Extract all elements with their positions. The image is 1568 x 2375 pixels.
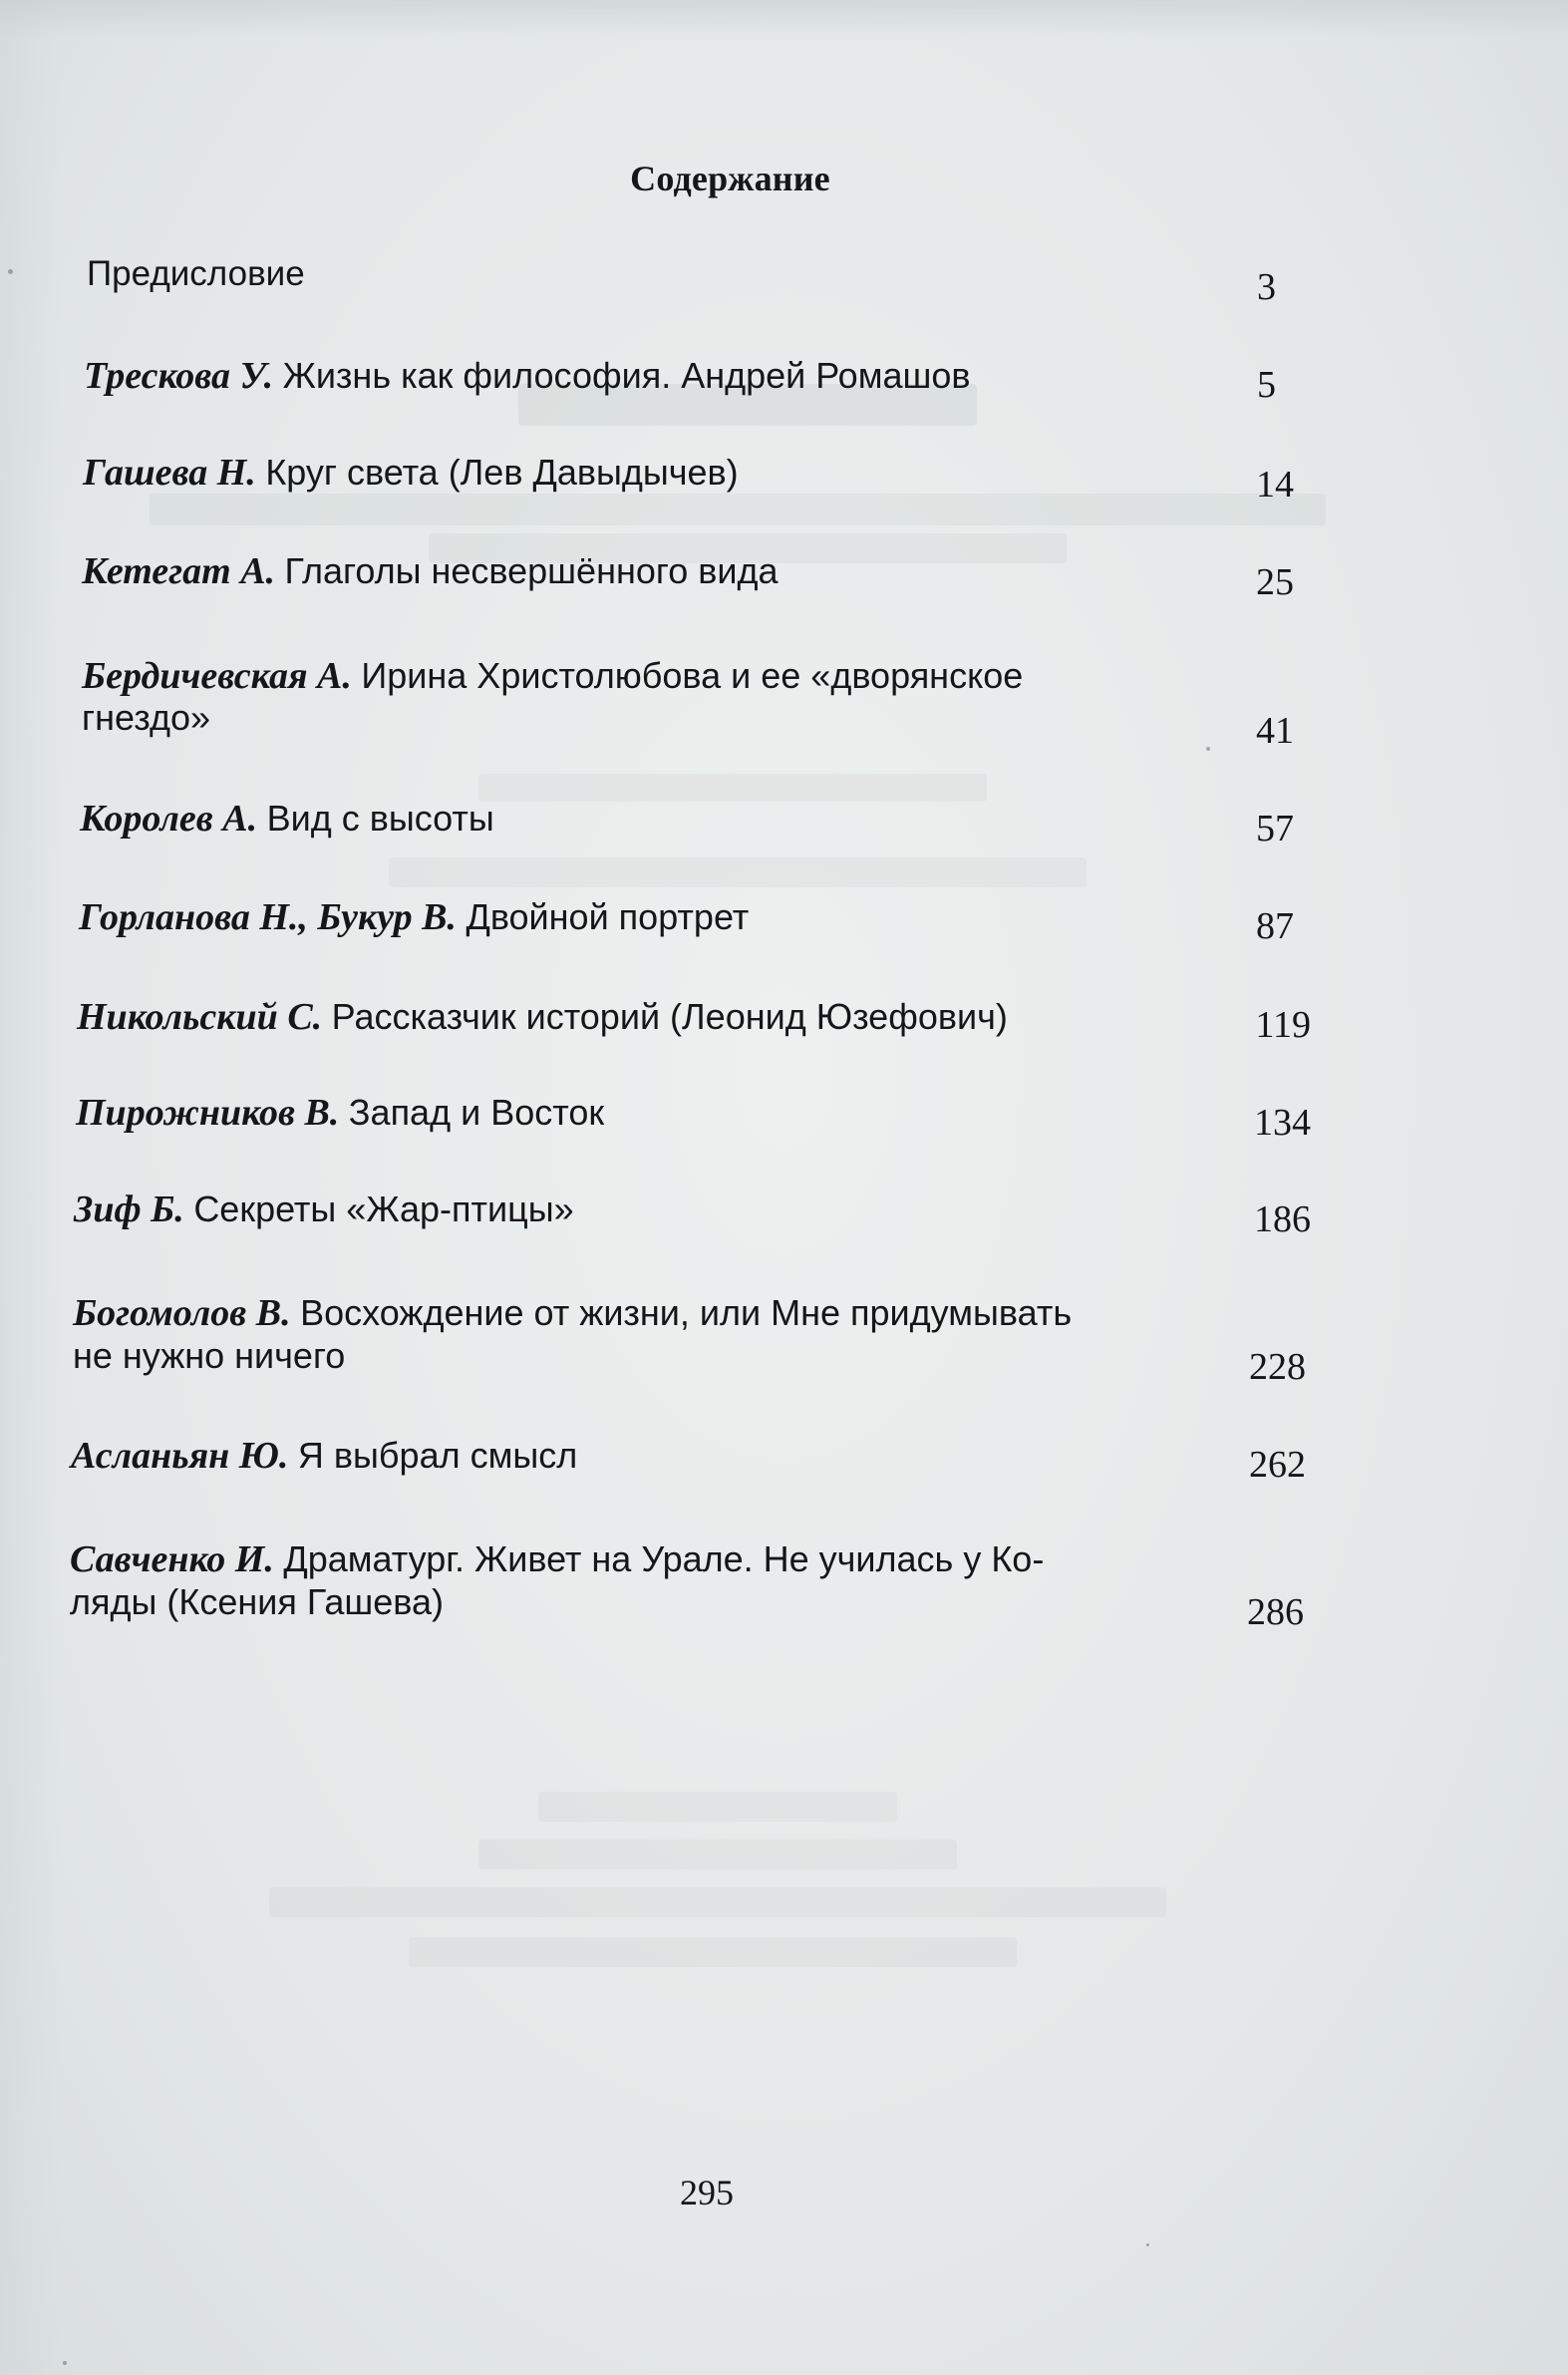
toc-entry-author: Зиф Б.	[74, 1188, 184, 1230]
toc-entry-title-line2: ляды (Ксения Гашева)	[70, 1581, 444, 1622]
toc-title: Содержание	[630, 159, 830, 198]
toc-entry	[74, 1188, 574, 1231]
toc-entry	[87, 251, 305, 296]
toc-page-number: 87	[1256, 905, 1294, 947]
toc-entry-title-line2: гнездо»	[82, 697, 211, 738]
toc-entry-title-line2: не нужно ничего	[73, 1335, 346, 1376]
toc-entry	[82, 654, 1023, 698]
toc-page-number: 186	[1254, 1198, 1311, 1240]
toc-entry-author: Горланова Н., Букур В.	[79, 896, 457, 938]
toc-page-number: 286	[1247, 1591, 1304, 1633]
toc-entry-title: Жизнь как философия. Андрей Ромашов	[282, 355, 971, 396]
toc-entry	[79, 895, 749, 939]
bleed-through-shadow	[389, 857, 1087, 887]
toc-entry-author: Савченко И.	[70, 1538, 274, 1580]
paper-speck	[63, 2361, 67, 2365]
toc-entry	[80, 797, 494, 841]
toc-page-number: 119	[1255, 1004, 1311, 1046]
toc-entry-title: Запад и Восток	[348, 1092, 605, 1133]
toc-page-number: 14	[1256, 464, 1294, 506]
toc-entry-author: Никольский С.	[77, 996, 323, 1038]
toc-entry-title: Рассказчик историй (Леонид Юзефович)	[331, 996, 1008, 1037]
toc-entry-author: Богомолов В.	[73, 1292, 291, 1334]
toc-page-number: 228	[1249, 1346, 1306, 1388]
toc-entry-author: Королев А.	[80, 798, 258, 840]
toc-entry-title: Восхождение от жизни, или Мне придумывать	[300, 1292, 1073, 1333]
toc-entry-author: Асланьян Ю.	[71, 1435, 289, 1477]
toc-entry-title: Предисловие	[87, 254, 305, 293]
toc-entry-continuation	[70, 1580, 444, 1624]
toc-page-number: 25	[1256, 561, 1294, 603]
bleed-through-shadow	[478, 1840, 957, 1869]
bleed-through-shadow	[478, 774, 987, 802]
bleed-through-shadow	[409, 1937, 1017, 1967]
toc-entry	[73, 1291, 1072, 1335]
toc-entry-continuation	[73, 1334, 345, 1378]
toc-entry-title: Вид с высоты	[266, 798, 494, 839]
toc-entry-author: Кетегат А.	[82, 550, 276, 592]
toc-entry	[77, 995, 1008, 1039]
toc-entry-title: Секреты «Жар-птицы»	[193, 1188, 574, 1229]
toc-page-number: 262	[1249, 1444, 1306, 1486]
toc-entry-continuation	[82, 696, 210, 740]
toc-entry-title: Я выбрал смысл	[297, 1435, 578, 1476]
toc-entry-title: Ирина Христолюбова и ее «дворянское	[361, 655, 1024, 696]
toc-entry-title: Драматург. Живет на Урале. Не училась у Ко-	[283, 1538, 1045, 1579]
toc-entry-author: Гашева Н.	[83, 452, 256, 494]
toc-entry-title: Глаголы несвершённого вида	[284, 550, 779, 591]
toc-page-number: 5	[1257, 364, 1276, 406]
toc-entry-author: Трескова У.	[84, 355, 274, 397]
bleed-through-shadow	[538, 1792, 897, 1822]
toc-entry	[82, 549, 778, 593]
toc-entry	[83, 451, 739, 495]
bleed-through-shadow	[269, 1887, 1166, 1917]
page-number: 295	[680, 2173, 734, 2212]
toc-page-number: 134	[1254, 1102, 1311, 1144]
toc-entry	[70, 1537, 1044, 1581]
toc-entry	[76, 1091, 604, 1135]
toc-page-number: 3	[1257, 266, 1276, 308]
bleed-through-shadow	[150, 494, 1326, 525]
toc-entry-author: Пирожников В.	[76, 1092, 340, 1134]
toc-entry-author: Бердичевская А.	[82, 655, 352, 697]
toc-page-number: 41	[1256, 710, 1294, 752]
paper-speck	[8, 269, 13, 274]
toc-entry-title: Круг света (Лев Давыдычев)	[265, 452, 739, 493]
toc-entry	[84, 354, 971, 398]
paper-speck	[1146, 2243, 1149, 2246]
toc-entry	[71, 1434, 577, 1478]
toc-entry-title: Двойной портрет	[466, 896, 750, 937]
toc-page-number: 57	[1256, 808, 1294, 849]
